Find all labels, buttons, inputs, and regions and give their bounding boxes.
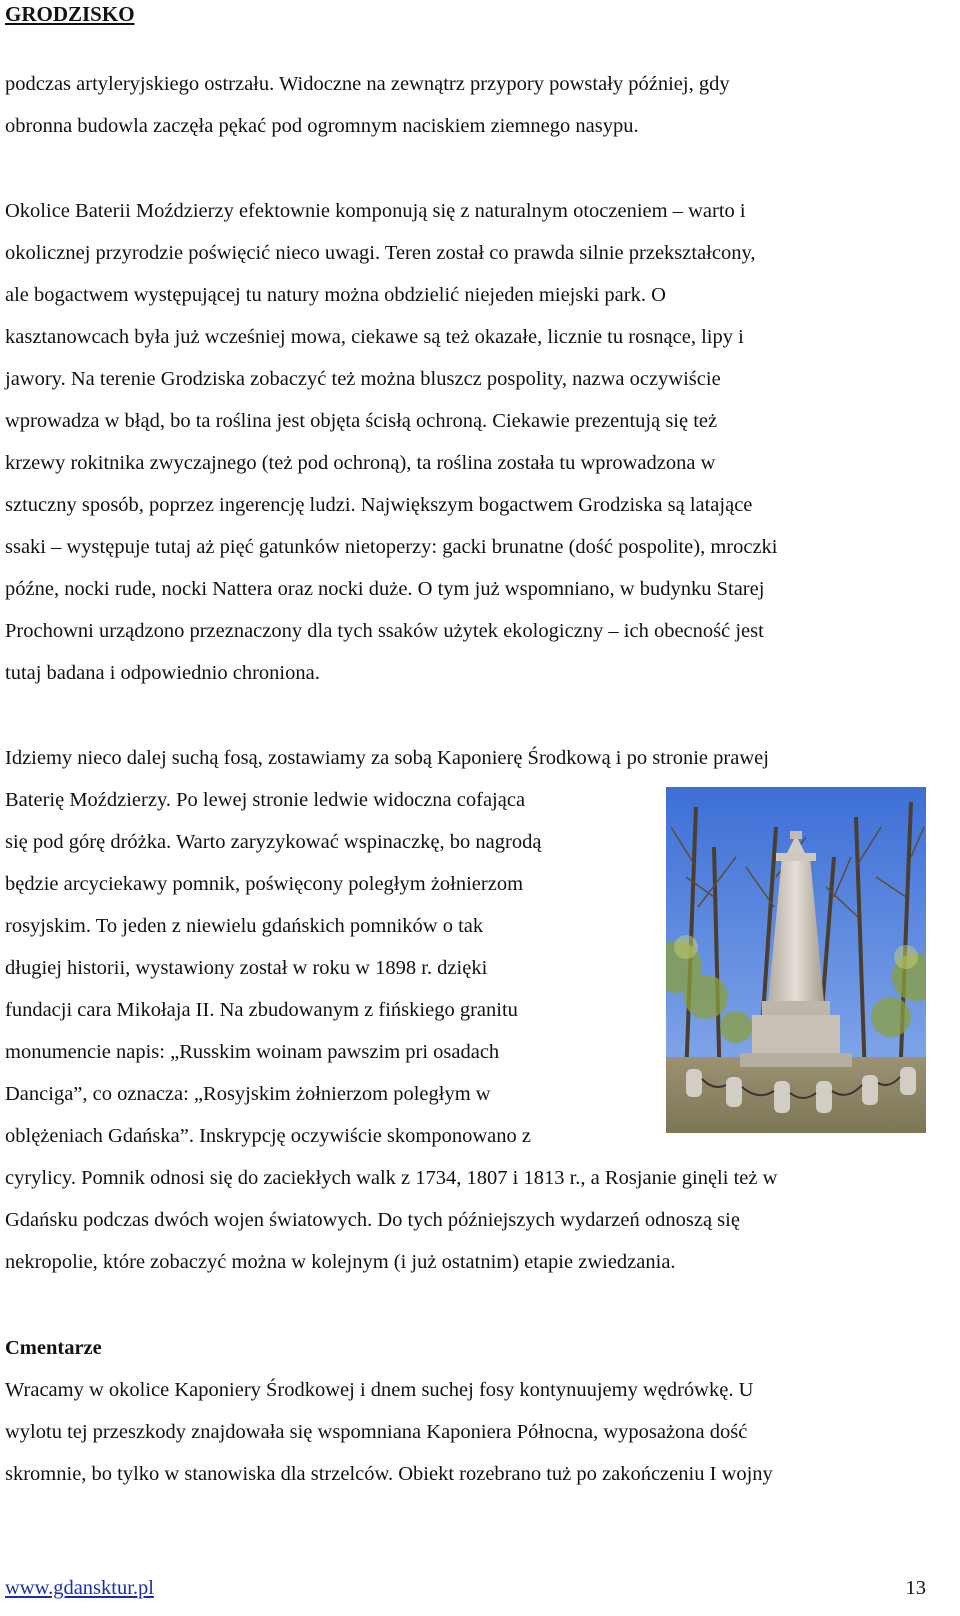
paragraph-line: wprowadza w błąd, bo ta roślina jest objęta ścisłą ochroną. Ciekawie prezentują się też bbox=[5, 410, 718, 432]
paragraph-line: sztuczny sposób, poprzez ingerencję ludzi. Największym bogactwem Grodziska są latające bbox=[5, 494, 753, 516]
paragraph-line: późne, nocki rude, nocki Nattera oraz nocki duże. O tym już wspomniano, w budynku Starej bbox=[5, 578, 765, 600]
paragraph-line: rosyjskim. To jeden z niewielu gdańskich pomników o tak bbox=[5, 915, 484, 937]
paragraph-line: wylotu tej przeszkody znajdowała się wspomniana Kaponiera Północna, wyposażona dość bbox=[5, 1421, 748, 1443]
monument-image bbox=[666, 787, 926, 1133]
paragraph-line: okolicznej przyrodzie poświęcić nieco uwagi. Teren został co prawda silnie przekształcony, bbox=[5, 242, 756, 264]
paragraph-line: tutaj badana i odpowiednio chroniona. bbox=[5, 662, 320, 684]
monument-photo bbox=[666, 787, 926, 1133]
paragraph-line: jawory. Na terenie Grodziska zobaczyć też można bluszcz pospolity, nazwa oczywiście bbox=[5, 368, 721, 390]
paragraph-line: obronna budowla zaczęła pękać pod ogromnym naciskiem ziemnego nasypu. bbox=[5, 115, 639, 137]
paragraph-line: skromnie, bo tylko w stanowiska dla strzelców. Obiekt rozebrano tuż po zakończeniu I wojny bbox=[5, 1463, 773, 1485]
paragraph-line: długiej historii, wystawiony został w roku w 1898 r. dzięki bbox=[5, 957, 488, 979]
paragraph-line: Danciga”, co oznacza: „Rosyjskim żołnierzom poległym w bbox=[5, 1083, 491, 1105]
paragraph-line: oblężeniach Gdańska”. Inskrypcję oczywiście skomponowano z bbox=[5, 1125, 531, 1147]
paragraph-line: Prochowni urządzono przeznaczony dla tych ssaków użytek ekologiczny – ich obecność jest bbox=[5, 620, 764, 642]
paragraph-line: cyrylicy. Pomnik odnosi się do zaciekłych walk z 1734, 1807 i 1813 r., a Rosjanie ginęli też w bbox=[5, 1167, 778, 1189]
paragraph-line: krzewy rokitnika zwyczajnego (też pod ochroną), ta roślina została tu wprowadzona w bbox=[5, 452, 716, 474]
paragraph-line: ale bogactwem występującej tu natury można obdzielić niejeden miejski park. O bbox=[5, 284, 666, 306]
paragraph-line: będzie arcyciekawy pomnik, poświęcony poległym żołnierzom bbox=[5, 873, 524, 895]
paragraph-line: fundacji cara Mikołaja II. Na zbudowanym z fińskiego granitu bbox=[5, 999, 518, 1021]
paragraph-line: nekropolie, które zobaczyć można w kolejnym (i już ostatnim) etapie zwiedzania. bbox=[5, 1251, 676, 1273]
paragraph-line: monumencie napis: „Russkim woinam pawszim pri osadach bbox=[5, 1041, 500, 1063]
paragraph-line: kasztanowcach była już wcześniej mowa, ciekawe są też okazałe, licznie tu rosnące, lipy i bbox=[5, 326, 744, 348]
paragraph-line: podczas artyleryjskiego ostrzału. Widoczne na zewnątrz przypory powstały później, gdy bbox=[5, 73, 730, 95]
page-number: 13 bbox=[905, 1577, 926, 1599]
paragraph-line: Okolice Baterii Moździerzy efektownie komponują się z naturalnym otoczeniem – warto i bbox=[5, 200, 746, 222]
paragraph-line: Idziemy nieco dalej suchą fosą, zostawiamy za sobą Kaponierę Środkową i po stronie prawej bbox=[5, 747, 769, 769]
footer-website-link[interactable]: www.gdansktur.pl bbox=[5, 1577, 154, 1599]
section-heading: Cmentarze bbox=[5, 1337, 102, 1359]
paragraph-line: Gdańsku podczas dwóch wojen światowych. Do tych późniejszych wydarzeń odnoszą się bbox=[5, 1209, 740, 1231]
paragraph-line: się pod górę dróżka. Warto zaryzykować wspinaczkę, bo nagrodą bbox=[5, 831, 542, 853]
paragraph-line: Baterię Moździerzy. Po lewej stronie ledwie widoczna cofająca bbox=[5, 789, 526, 811]
paragraph-line: ssaki – występuje tutaj aż pięć gatunków nietoperzy: gacki brunatne (dość pospolite), mroczki bbox=[5, 536, 778, 558]
page-header-title: GRODZISKO bbox=[5, 2, 135, 26]
paragraph-line: Wracamy w okolice Kaponiery Środkowej i dnem suchej fosy kontynuujemy wędrówkę. U bbox=[5, 1379, 754, 1401]
